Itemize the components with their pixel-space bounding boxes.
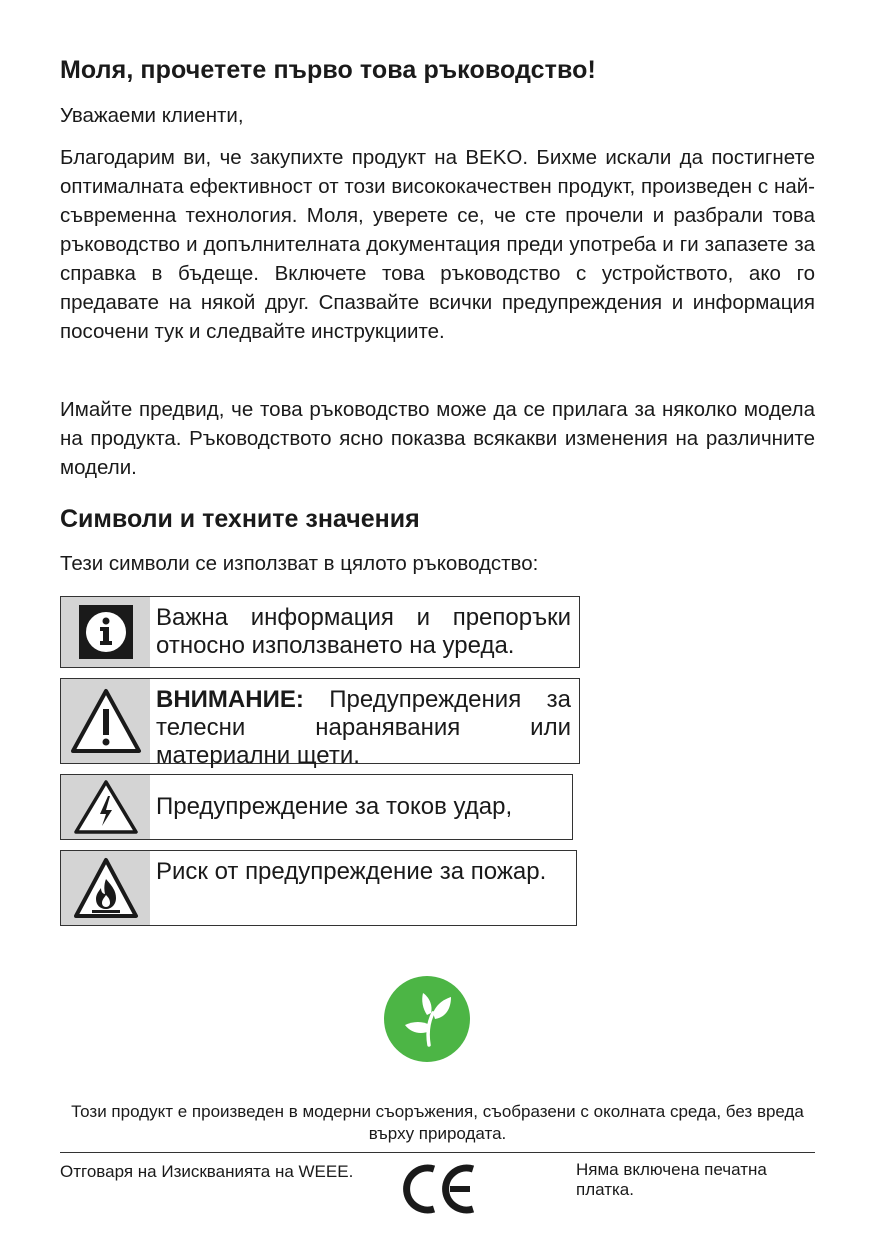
warning-description: Предупреждения за телесни наранявания или материални щети. [156,686,571,769]
page-title: Моля, прочетете първо това ръководство! [60,56,596,84]
symbol-text-electric: Предупреждение за токов удар, [156,793,513,820]
eco-leaf-icon [384,976,470,1062]
symbol-row-fire [60,850,577,926]
symbol-row-electric [60,774,573,840]
electric-shock-icon [61,775,150,839]
symbol-row-warning [60,678,580,769]
ce-mark [398,1163,478,1220]
weee-note: Отговаря на Изискванията на WEEE. [60,1162,354,1181]
warning-label: ВНИМАНИЕ: [156,686,304,713]
fire-icon [61,851,150,925]
footer-divider [60,1152,815,1153]
greeting: Уважаеми клиенти, [60,104,244,127]
warning-icon [61,679,150,763]
pcb-note: Няма включена печатна платка. [576,1160,767,1199]
symbol-row-info [60,596,580,668]
symbol-text-warning [150,679,579,769]
symbols-intro: Тези символи се използват в цялото ръководство: [60,552,539,575]
symbols-table [60,596,580,936]
info-icon [61,597,150,667]
intro-paragraph: Благодарим ви, че закупихте продукт на BEKO. Бихме искали да постигнете оптималната ефективност от този висококачествен продукт, произведен с най-съвременна технология. Моля, уверете се, че сте прочели и разбрали това ръководство и допълнителната документация преди употреба и ги запазете за справка в бъдеще. Включете това ръководство с устройството, ако го предавате на някой друг. Спазвайте всички предупреждения и информация посочени тук и следвайте инструкциите. [60,146,815,343]
eco-note: Този продукт е произведен в модерни съоръжения, съобразени с околната среда, без вреда върху природата. [71,1102,804,1143]
models-paragraph: Имайте предвид, че това ръководство може да се прилага за няколко модела на продукта. Ръководството ясно показва всякакви изменения на различните модели. [60,398,815,479]
symbol-text-fire: Риск от предупреждение за пожар. [156,858,547,885]
symbols-heading: Символи и техните значения [60,505,420,533]
symbol-text-info: Важна информация и препоръки относно използването на уреда. [156,604,571,659]
